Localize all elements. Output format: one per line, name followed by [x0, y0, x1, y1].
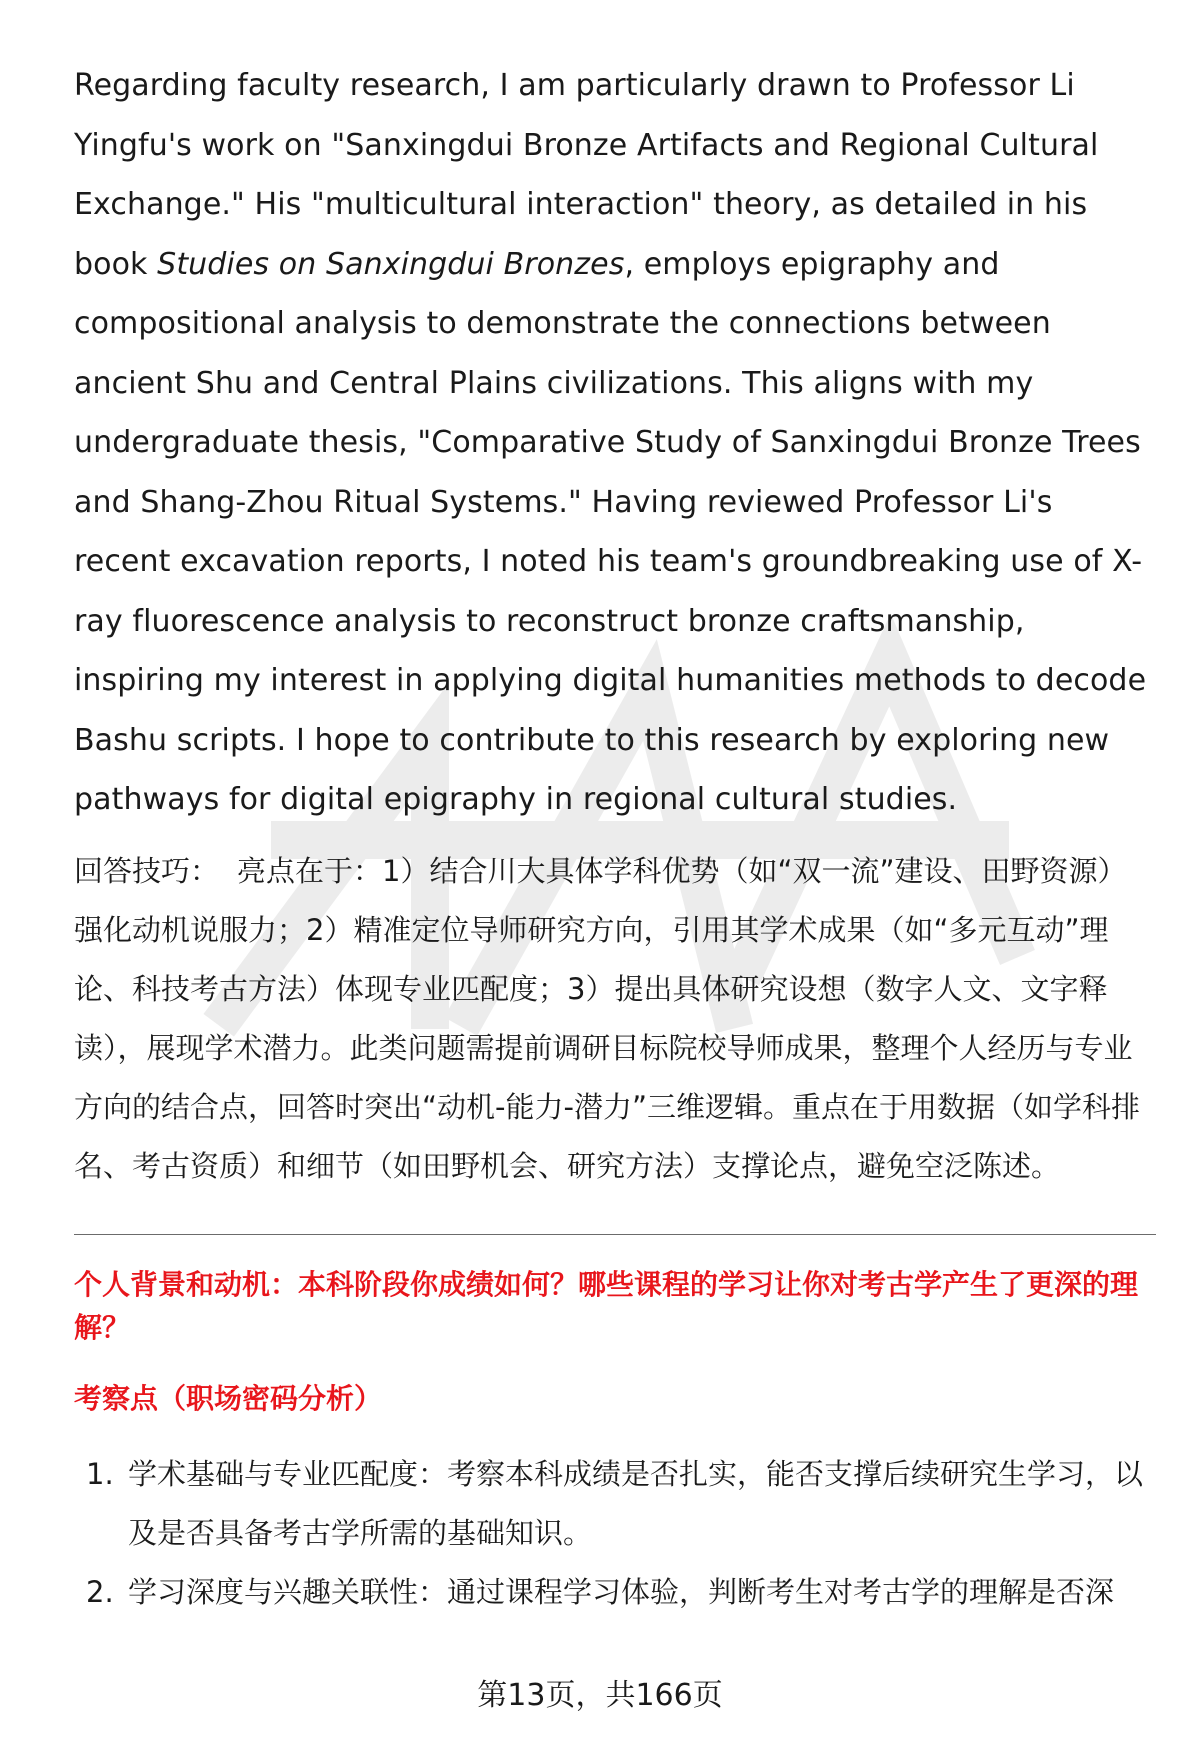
list-item-text: 学习深度与兴趣关联性：通过课程学习体验，判断考生对考古学的理解是否深: [128, 1574, 1115, 1609]
list-item-number: 2.: [86, 1574, 114, 1609]
list-item: [74, 1563, 1154, 1622]
paragraph-text-part1: Regarding faculty research, I am particularly drawn to Professor Li Yingfu's work on "Sanxingdui Bronze Artifacts and Regional Cultural Exchange." His "multicultural interaction" theory, as detailed in his book: [74, 68, 1099, 282]
tips-label: 回答技巧：: [74, 853, 220, 888]
document-page: [74, 56, 1154, 1622]
faculty-research-paragraph: [74, 56, 1154, 830]
section-divider: [74, 1234, 1156, 1235]
list-item: [74, 1445, 1154, 1563]
question-heading: 个人背景和动机：本科阶段你成绩如何？哪些课程的学习让你对考古学产生了更深的理解？: [74, 1267, 1139, 1344]
list-item-number: 1.: [86, 1456, 114, 1491]
tips-text: 亮点在于：1）结合川大具体学科优势（如“双一流”建设、田野资源）强化动机说服力；2）精准定位导师研究方向，引用其学术成果（如“多元互动”理论、科技考古方法）体现专业匹配度；3）提出具体研究设想（数字人文、文字释读），展现学术潜力。此类问题需提前调研目标院校导师成果，整理个人经历与专业方向的结合点，回答时突出“动机-能力-潜力”三维逻辑。重点在于用数据（如学科排名、考古资质）和细节（如田野机会、研究方法）支撑论点，避免空泛陈述。: [74, 853, 1140, 1183]
paragraph-text-part2: , employs epigraphy and compositional analysis to demonstrate the connections between ancient Shu and Central Plains civilizations. This aligns with my undergraduate thesis, "Comparative Study of Sanxingdui Bronze Trees and Shang-Zhou Ritual Systems." Having reviewed Professor Li's recent excavation reports, I noted his team's groundbreaking use of X-ray fluorescence analysis to reconstruct bronze craftsmanship, inspiring my interest in applying digital humanities methods to decode Bashu scripts. I hope to contribute to this research by exploring new pathways for digital epigraphy in regional cultural studies.: [74, 246, 1147, 817]
page-number-footer: 第13页，共166页: [477, 1678, 723, 1713]
answer-tips-paragraph: [74, 842, 1154, 1196]
list-item-text: 学术基础与专业匹配度：考察本科成绩是否扎实，能否支撑后续研究生学习，以及是否具备考古学所需的基础知识。: [128, 1456, 1144, 1550]
assessment-points-list: [74, 1445, 1154, 1622]
book-title: Studies on Sanxingdui Bronzes: [157, 246, 625, 282]
assessment-points-heading: 考察点（职场密码分析）: [74, 1381, 383, 1415]
